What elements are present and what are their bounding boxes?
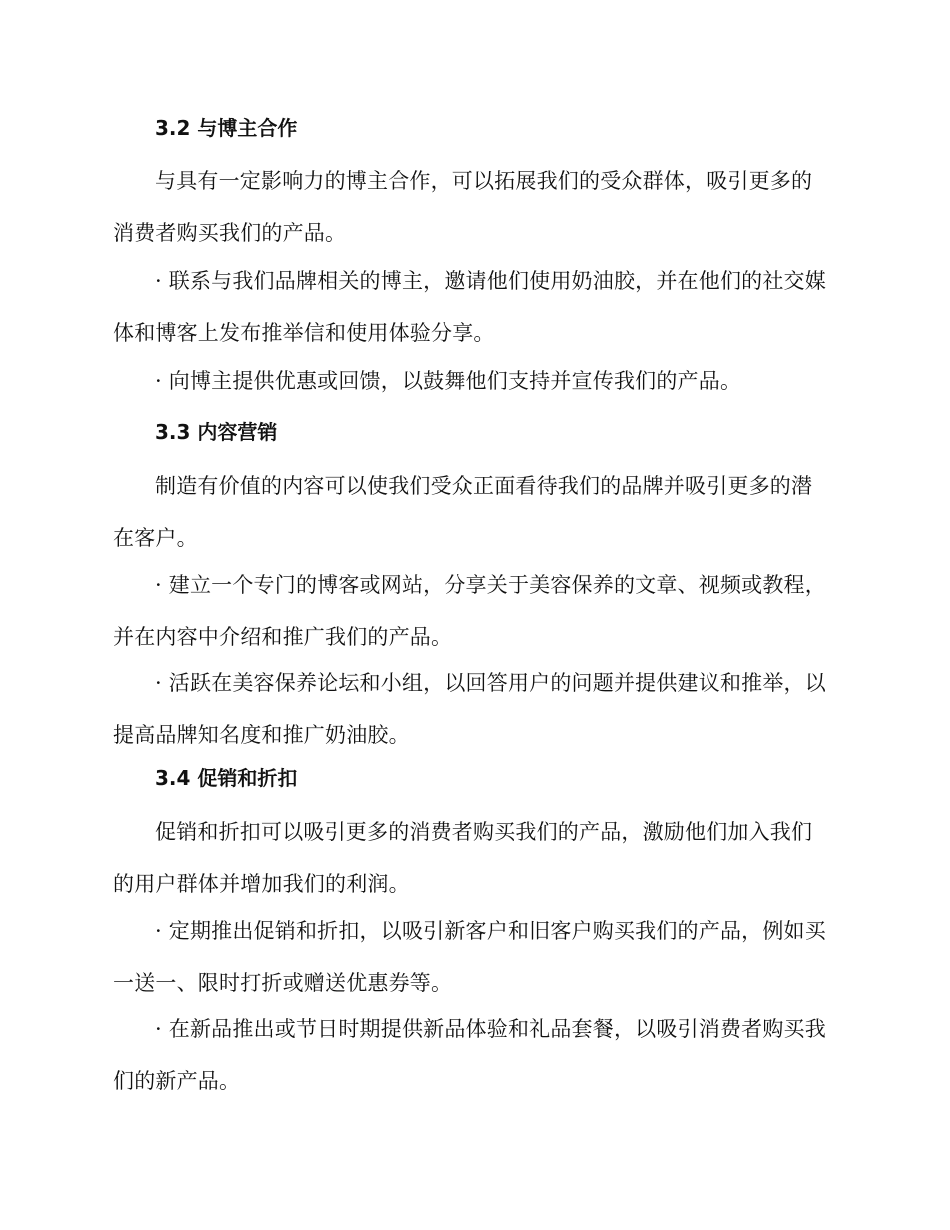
section-intro: 与具有一定影响力的博主合作，可以拓展我们的受众群体，吸引更多的消费者购买我们的产品。 — [113, 169, 813, 245]
section-heading: 3.3 内容营销 — [155, 420, 278, 444]
bullet-item: · 在新品推出或节日时期提供新品体验和礼品套餐，以吸引消费者购买我们的新产品。 — [113, 1017, 826, 1093]
section-intro: 制造有价值的内容可以使我们受众正面看待我们的品牌并吸引更多的潜在客户。 — [113, 474, 813, 550]
section-intro: 促销和折扣可以吸引更多的消费者购买我们的产品，激励他们加入我们的用户群体并增加我们的利润。 — [113, 820, 813, 896]
bullet-item: · 活跃在美容保养论坛和小组，以回答用户的问题并提供建议和推举，以提高品牌知名度和推广奶油胶。 — [113, 671, 826, 747]
section-heading: 3.2 与博主合作 — [155, 116, 298, 140]
section-heading: 3.4 促销和折扣 — [155, 766, 298, 790]
bullet-item: · 向博主提供优惠或回馈，以鼓舞他们支持并宣传我们的产品。 — [155, 369, 742, 393]
bullet-item: · 定期推出促销和折扣，以吸引新客户和旧客户购买我们的产品，例如买一送一、限时打折或赠送优惠券等。 — [113, 919, 826, 995]
bullet-item: · 联系与我们品牌相关的博主，邀请他们使用奶油胶，并在他们的社交媒体和博客上发布推举信和使用体验分享。 — [113, 269, 826, 345]
bullet-item: · 建立一个专门的博客或网站，分享关于美容保养的文章、视频或教程，并在内容中介绍和推广我们的产品。 — [113, 573, 826, 649]
